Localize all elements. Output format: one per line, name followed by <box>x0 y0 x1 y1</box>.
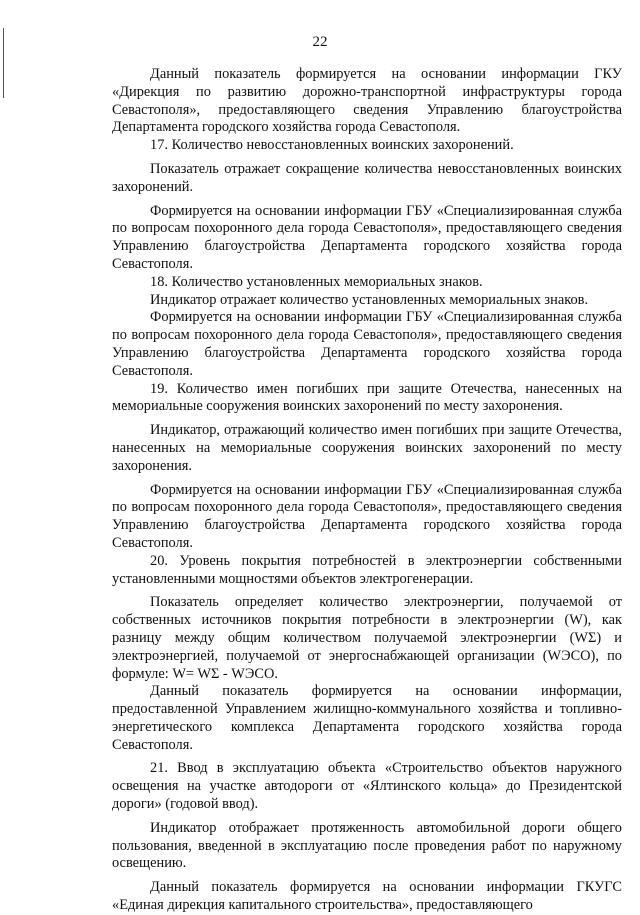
document-body <box>112 66 622 915</box>
item-18-description: Индикатор отражает количество установленных мемориальных знаков. <box>150 291 589 308</box>
item-18-heading: 18. Количество установленных мемориальных знаков. <box>150 273 483 290</box>
item-20-heading: 20. Уровень покрытия потребностей в электроэнергии собственными установленными мощностями объектов электрогенерации. <box>112 552 622 587</box>
item-21-description: Индикатор отображает протяженность автомобильной дороги общего пользования, введенной в эксплуатацию после проведения работ по наружному освещению. <box>112 819 622 872</box>
item-20-description: Показатель определяет количество электроэнергии, получаемой от собственных источников покрытия потребности в электроэнергии (W), как разницу между общим количеством получаемой электроэнергии (WΣ) и электроэнергией, получаемой от энергоснабжающей организации (WЭСО), по формуле: W= WΣ - WЭСО. <box>112 594 622 682</box>
paragraph-intro: Данный показатель формируется на основании информации ГКУ «Дирекция по развитию дорожно-транспортной инфраструктуры города Севастополя», предоставляющего сведения Управлению благоустройства Департамента городского хозяйства города Севастополя. <box>112 66 622 136</box>
item-20-source: Данный показатель формируется на основании информации, предоставленной Управлением жилищно-коммунального хозяйства и топливно-энергетического комплекса Департамента городского хозяйства города Севастополя. <box>112 683 622 753</box>
item-21-source: Данный показатель формируется на основании информации ГКУГС «Единая дирекция капитального строительства», предоставляющего <box>112 879 622 914</box>
item-18-source: Формируется на основании информации ГБУ «Специализированная служба по вопросам похоронного дела города Севастополя», предоставляющего сведения Управлению благоустройства Департамента городского хозяйства города Севастополя. <box>112 309 622 379</box>
item-19-description: Индикатор, отражающий количество имен погибших при защите Отечества, нанесенных на мемориальные сооружения воинских захоронений по месту захоронения. <box>112 422 622 474</box>
page-number: 22 <box>312 34 328 50</box>
item-21-heading: 21. Ввод в эксплуатацию объекта «Строительство объектов наружного освещения на участке автодороги от «Ялтинского кольца» до Президентской дороги» (годовой ввод). <box>112 760 622 813</box>
item-17-description: Показатель отражает сокращение количества невосстановленных воинских захоронений. <box>112 160 622 195</box>
item-19-heading: 19. Количество имен погибших при защите Отечества, нанесенных на мемориальные сооружения воинских захоронений по месту захоронения. <box>112 380 622 415</box>
item-17-heading: 17. Количество невосстановленных воинских захоронений. <box>150 137 514 154</box>
item-17-source: Формируется на основании информации ГБУ «Специализированная служба по вопросам похоронного дела города Севастополя», предоставляющего сведения Управлению благоустройства Департамента городского хозяйства города Севастополя. <box>112 202 622 272</box>
item-19-source: Формируется на основании информации ГБУ «Специализированная служба по вопросам похоронного дела города Севастополя», предоставляющего сведения Управлению благоустройства Департамента городского хозяйства города Севастополя. <box>112 481 622 551</box>
